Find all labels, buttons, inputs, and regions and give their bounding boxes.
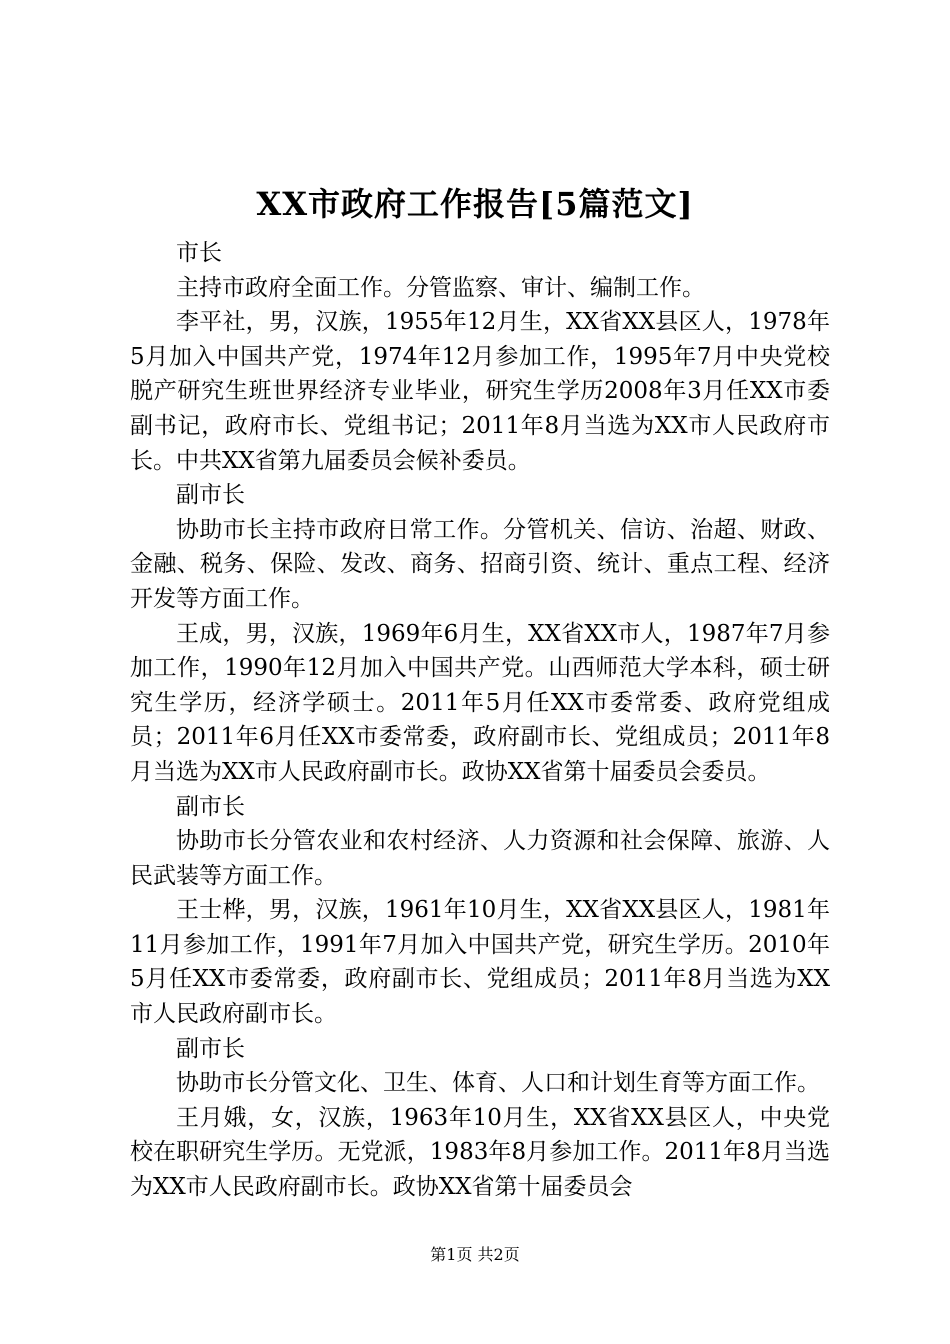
heading-vice-mayor: 副市长 [176,482,245,509]
heading-vice-mayor: 副市长 [176,793,245,820]
paragraph-bio: 王士桦，男，汉族，1961年10月生，XX省XX县区人，1981年11月参加工作，1991年7月加入中国共产党，研究生学历。2010年5月任XX市委常委，政府副市长、党组成员；2011年8月当选为XX市人民政府副市长。 [130,897,830,1028]
document-body [130,236,830,1205]
paragraph-bio: 李平社，男，汉族，1955年12月生，XX省XX县区人，1978年5月加入中国共产党，1974年12月参加工作，1995年7月中央党校脱产研究生班世界经济专业毕业，研究生学历2008年3月任XX市委副书记，政府市长、党组书记；2011年8月当选为XX市人民政府市长。中共XX省第九届委员会候补委员。 [130,309,830,474]
document-title: XX市政府工作报告[5篇范文] [256,185,694,223]
paragraph-duties: 协助市长分管农业和农村经济、人力资源和社会保障、旅游、人民武装等方面工作。 [130,828,830,889]
page-number: 第1页 共2页 [430,1245,520,1264]
heading-vice-mayor: 副市长 [176,1035,245,1062]
paragraph-bio: 王月娥，女，汉族，1963年10月生，XX省XX县区人，中央党校在职研究生学历。无党派，1983年8月参加工作。2011年8月当选为XX市人民政府副市长。政协XX省第十届委员会 [130,1104,830,1201]
paragraph-duties: 协助市长分管文化、卫生、体育、人口和计划生育等方面工作。 [176,1070,820,1097]
paragraph-duties: 协助市长主持市政府日常工作。分管机关、信访、治超、财政、金融、税务、保险、发改、商务、招商引资、统计、重点工程、经济开发等方面工作。 [130,516,830,612]
paragraph-bio: 王成，男，汉族，1969年6月生，XX省XX市人，1987年7月参加工作，1990年12月加入中国共产党。山西师范大学本科，硕士研究生学历，经济学硕士。2011年5月任XX市委常委、政府党组成员；2011年6月任XX市委常委，政府副市长、党组成员；2011年8月当选为XX市人民政府副市长。政协XX省第十届委员会委员。 [130,620,830,785]
paragraph-duties: 主持市政府全面工作。分管监察、审计、编制工作。 [176,274,705,301]
heading-mayor: 市长 [176,240,222,266]
